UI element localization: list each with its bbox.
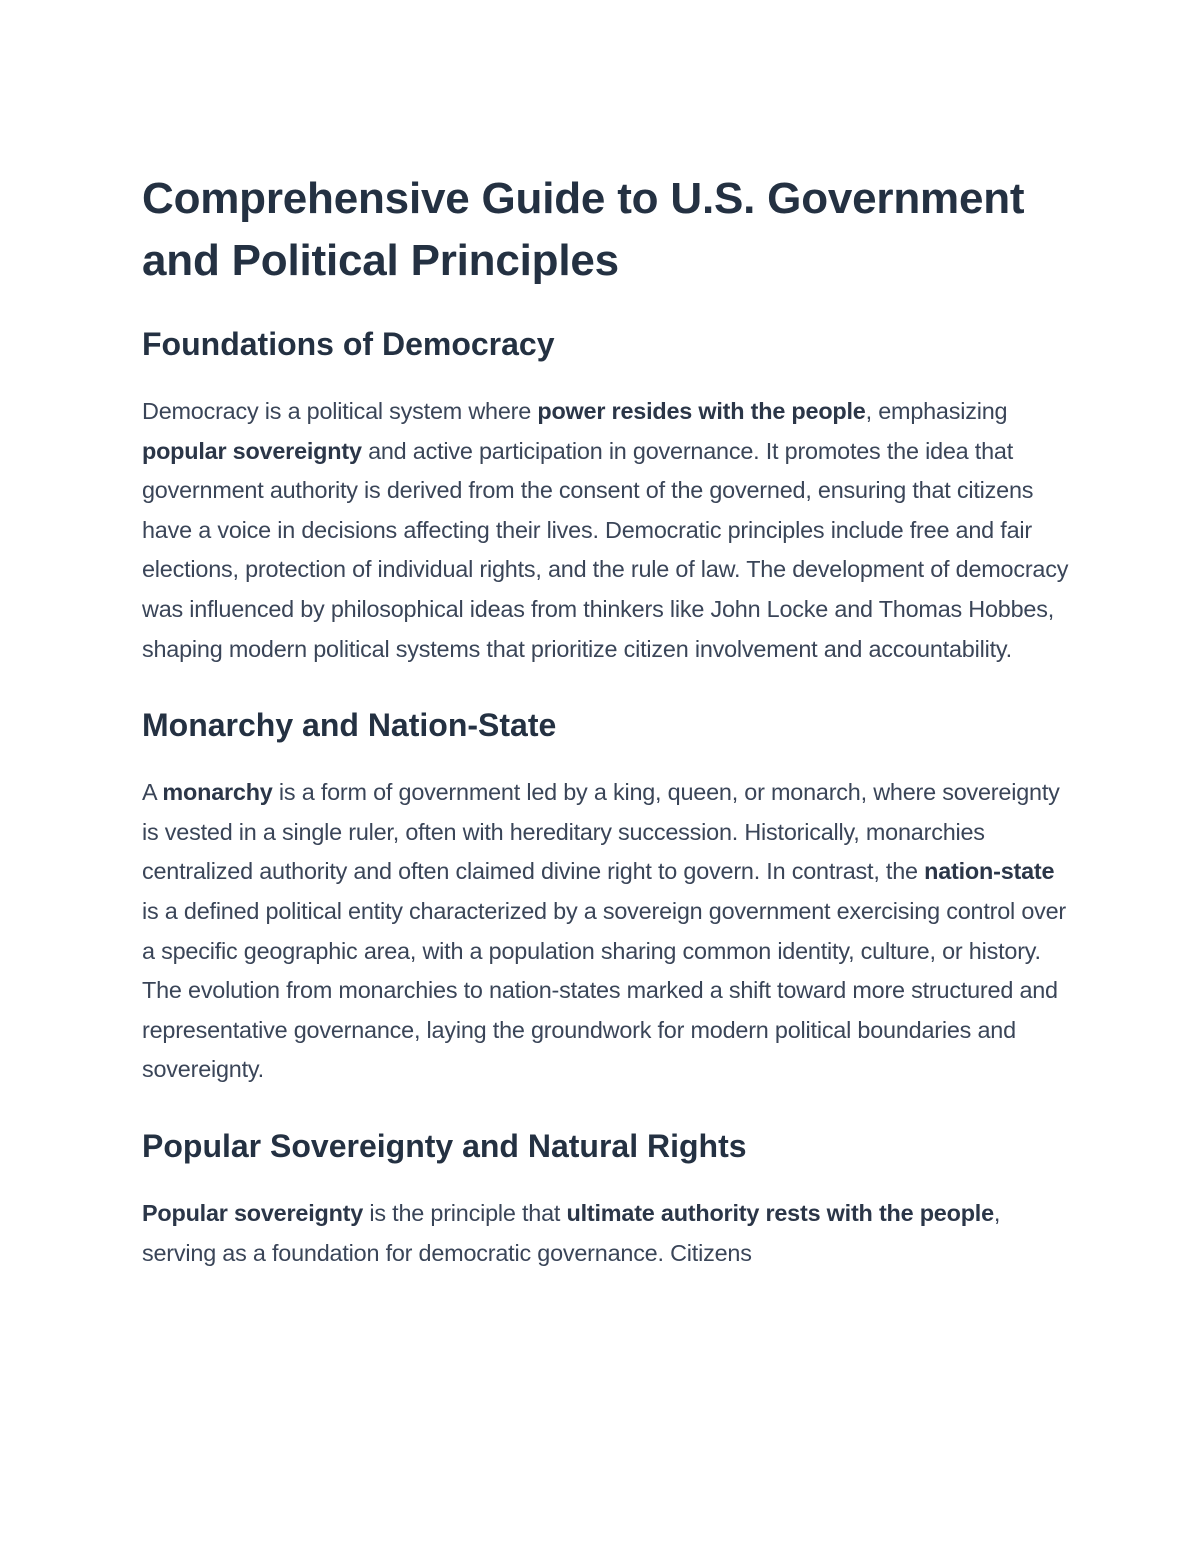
section-heading-popular-sovereignty-and-natural-rights: Popular Sovereignty and Natural Rights: [142, 1127, 747, 1164]
bold-text-run: nation-state: [924, 858, 1055, 885]
section-paragraph-monarchy-and-nation-state: [142, 773, 1072, 1090]
section-paragraph-foundations-of-democracy: [142, 392, 1072, 669]
bold-text-run: popular sovereignty: [142, 437, 362, 464]
bold-text-run: monarchy: [162, 779, 273, 806]
bold-text-run: Popular sovereignty: [142, 1199, 364, 1226]
text-run: A: [142, 779, 163, 806]
text-run: Democracy is a political system where: [142, 398, 538, 424]
bold-text-run: power resides with the people: [537, 398, 866, 424]
text-run: is a defined political entity characterized by a sovereign government exercising control over a specific geographic area, with a population sharing common identity, culture, or history. The evolution from monarchies to nation-states marked a shift toward more structured and representative governance, laying the groundwork for modern political boundaries and sovereignty.: [142, 897, 1067, 1083]
section-heading-monarchy-and-nation-state: Monarchy and Nation-State: [142, 707, 557, 744]
document-page: [142, 168, 1072, 1273]
document-title: Comprehensive Guide to U.S. Government and Political Principles: [142, 174, 1025, 285]
section-heading-foundations-of-democracy: Foundations of Democracy: [142, 326, 555, 362]
text-run: , serving as a foundation for democratic governance. Citizens: [142, 1199, 1001, 1266]
text-run: is the principle that: [363, 1199, 567, 1226]
section-paragraph-popular-sovereignty-and-natural-rights: [142, 1194, 1072, 1273]
bold-text-run: ultimate authority rests with the people: [566, 1199, 994, 1226]
text-run: is a form of government led by a king, queen, or monarch, where sovereignty is vested in a single ruler, often with hereditary succession. Historically, monarchies centralized authority and often claimed divine right to govern. In contrast, the: [142, 779, 1060, 885]
text-run: and active participation in governance. It promotes the idea that government authority is derived from the consent of the governed, ensuring that citizens have a voice in decisions affecting their lives. Democratic principles include free and fair elections, protection of individual rights, and the rule of law. The development of democracy was influenced by philosophical ideas from thinkers like John Locke and Thomas Hobbes, shaping modern political systems that prioritize citizen involvement and accountability.: [142, 437, 1069, 662]
text-run: , emphasizing: [865, 398, 1008, 424]
